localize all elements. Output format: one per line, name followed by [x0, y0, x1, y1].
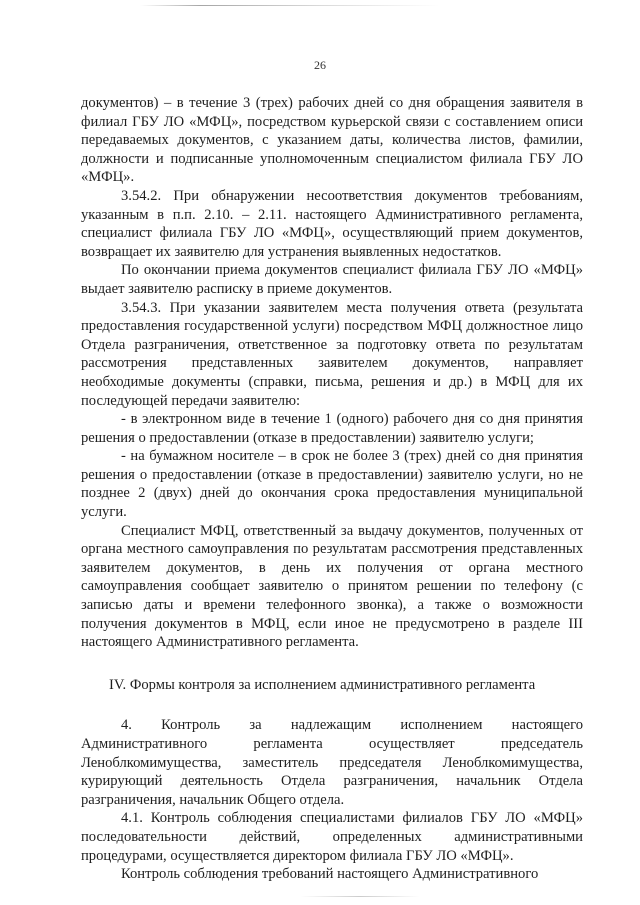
page-number: 26 — [314, 58, 326, 72]
paragraph-receipt: По окончании приема документов специалист филиала ГБУ ЛО «МФЦ» выдает заявителю расписку в приеме документов. — [81, 262, 583, 297]
paragraph-continuation: документов) – в течение 3 (трех) рабочих дней со дня обращения заявителя в филиал ГБУ ЛО «МФЦ», посредством курьерской связи с составлением описи передаваемых документов, с указанием даты, количества листов, фамилии, должности и подписанные уполномоченным специалистом филиала ГБУ ЛО «МФЦ». — [81, 95, 583, 186]
paragraph-4-1: 4.1. Контроль соблюдения специалистами филиалов ГБУ ЛО «МФЦ» последовательности действий, определенных административными процедурами, осуществляется директором филиала ГБУ ЛО «МФЦ». — [81, 810, 583, 864]
paragraph-4: 4. Контроль за надлежащим исполнением настоящего Административного регламента осуществляет председатель Леноблкомимущества, заместитель председателя Леноблкомимущества, курирующий деятельность Отдела разграничения, начальник Отдела разграничения, начальник Общего отдела. — [81, 717, 583, 808]
paragraph-3-54-2: 3.54.2. При обнаружении несоответствия документов требованиям, указанным в п.п. 2.10. – 2.11. настоящего Административного регламента, специалист филиала ГБУ ЛО «МФЦ», осуществляющий прием документов, возвращает их заявителю для устранения выявленных недостатков. — [81, 187, 583, 260]
scan-edge-bottom — [300, 896, 420, 897]
document-body — [81, 94, 583, 884]
list-item-paper: - на бумажном носителе – в срок не более 3 (трех) дней со дня принятия решения о предоставлении (отказе в предоставлении) заявителю услуги, но не позднее 2 (двух) дней до окончания срока предоставления муниципальной услуги. — [81, 448, 583, 521]
section-heading-iv: IV. Формы контроля за исполнением административного регламента — [109, 676, 536, 693]
scan-edge-top — [140, 5, 440, 6]
list-item-electronic: - в электронном виде в течение 1 (одного) рабочего дня со дня принятия решения о предоставлении (отказе в предоставлении) заявителю услуги; — [81, 411, 583, 446]
paragraph-3-54-3: 3.54.3. При указании заявителем места получения ответа (результата предоставления государственной услуги) посредством МФЦ должностное лицо Отдела разграничения, ответственное за подготовку ответа по результатам рассмотрения представленных заявителем документов, направляет необходимые документы (справки, письма, решения и др.) в МФЦ для их последующей передачи заявителю: — [81, 299, 583, 409]
paragraph-mfc-specialist: Специалист МФЦ, ответственный за выдачу документов, полученных от органа местного самоуправления по результатам рассмотрения представленных заявителем документов, в день их получения от органа местного самоуправления сообщает заявителю о принятом решении по телефону (с записью даты и времени телефонного звонка), а также о возможности получения документов в МФЦ, если иное не предусмотрено в разделе III настоящего Административного регламента. — [81, 522, 583, 651]
paragraph-control-requirements: Контроль соблюдения требований настоящего Административного — [121, 866, 539, 883]
